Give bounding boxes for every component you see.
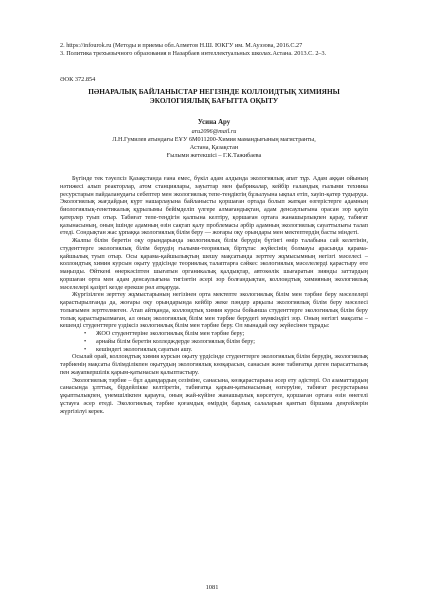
body-paragraph: Жүргізілген зерттеу жұмыстарының негізінен орта мектепте экологиялық білім мен тәрбие беру мәселелері қарастырылғанда да, жоғары оқу орындарында кейбір жеке пәндер арқылы экологиялық білім беру мәселесі толығымен зерттелмеген. Атап айтқанда, коллоидтық химия курсы бойынша студенттерге экологиялық білім беру толық қарастырылмаған, ал оның экологиялық білім мен тәрбие берудегі мүмкіндігі зор. Оның негізгі мақсаты – кешенді студенттерге үздіксіз экологиялық білім мен тәрбие беру. Ол мынадай оқу жүйесінен тұрады: [60, 291, 368, 330]
article-title [60, 87, 368, 105]
body-paragraph: Осылай орай, коллоидтық химия курсын оқыту үрдісінде студенттерге экологиялық білім берудің, экологиялық тәрбиенің мақсаты білімділікпен оқытудың экологиялық көзқарасын, санасын және табиғатқа деген парасаттылық пен жауапкершілік қарым-қатынасын қалыптастыру. [60, 353, 368, 376]
list-item: • ЖОО студенттеріне экологиялық білім мен тәрбие беру; [96, 330, 368, 338]
bullet-list [60, 330, 368, 353]
body-paragraph: Экологиялық тәрбие – бұл адамдардың сезіміне, санасына, көзқарастарына әсер ету әдістері. Ол азаматтардың санасында ұлттық, бірдейлікке келтіретін, табиғатқа қарым-қатынасының өзгеруіне, табиғат ресурстарына ұқыптылықпен, үнемшілікпен қарауға, оның жай-күйіне жанашырлық көрсетуге, қоршаған ортаға өзін өнегелі ұстауға әсер етеді. Экологиялық тәрбие қоғамдық өмірдің барлық салаларын қамтып біршама деңгейлерін жүргізілуі керек. [60, 376, 368, 415]
affiliation-line: Ғылыми жетекшісі – Г.К.Тажибаева [166, 152, 262, 159]
page-number: 1081 [205, 584, 219, 591]
list-item: • арнайы білім беретін колледждерде экологиялық білім беру; [96, 338, 368, 346]
author-email: aru2096@mail.ru [191, 128, 237, 135]
author-affiliation [60, 136, 368, 160]
title-line: ПӘНАРАЛЫҚ БАЙЛАНЫСТАР НЕГІЗІНДЕ КОЛЛОИДТЫҚ ХИМИЯНЫ [88, 87, 340, 96]
reference-list [60, 42, 368, 58]
affiliation-line: Л.Н.Гумилев атындағы ЕҰУ 6М011200-Химия мамандығының магистранты, [112, 136, 316, 143]
title-line: ЭКОЛОГИЯЛЫҚ БАҒЫТТА ОҚЫТУ [149, 96, 279, 105]
body-paragraph: Жалпы білім беретін оқу орындарында экологиялық білім берудің бүгінгі өмір талабына сай келетінін, студенттерге экологиялық білім берудің ғылыми-теориялық біртұтас жүйесінің болмауы арасында қарама-қайшылық туып отыр. Осы қарама-қайшылықтың шешу мақсатында зерттеу жұмысымның негізгі мәселесі – коллоидтық химия курсын оқыту үрдісінде теориялық талаптарға сәйкес экологиялық мәселелерді қарастыру өте маңызды. Өйткені өнеркәсіптен шығатын органикалық қалдықтар, автокөлік шығаратын зиянды заттардың қоршаған орта мен адам денсаулығына тигізетін әсері зор болғандықтан, коллоидтық химияның экологиялық мәселелері қазіргі кезде ерекше рөл атқаруда. [60, 237, 368, 291]
udk-code: ӘОК 372.854 [60, 76, 96, 83]
author-name: Усина Ару [197, 119, 231, 126]
article-body [60, 175, 368, 415]
affiliation-line: Астана, Қазақстан [189, 144, 239, 151]
list-item: • кешіндегі экологиялық сауатын ашу. [96, 346, 368, 354]
reference-item: 3. Политика трехъязычного образования в Назарбаев интеллектуальных школах.Астана. 2013.С. 2–3. [60, 50, 327, 57]
body-paragraph: Бүгінде тек тәуелсіз Қазақстанда ғана емес, бүкіл адам алдында экологиялық апат тұр. Адам аққан ойының нәтижесі алып реакторлар, атом станциялары, зауыттар мен фабрикалар, кейбір ғаламдық ғылыми техника ресурстарын пайдаланудағы себептер мен экологиялық тепе-теңдіктің бұзылуына ықпал етіп, хауіп-қатер тудыруда. Экологиялық жағдайдың күрт нашарлауына байланысты қоршаған ортада болып жатқан өзгерістерге адамның биологиялық-генетикалық құрылымы бейімделіп үлгере алмағандықтан, адам денсаулығына орасан зор қауіп қатерлер туып отыр. Табиғат тепе-теңдігін қалпына келтіру, қоршаған ортаға жанашырлықпен қарау, табиғат қазынасының, оның ішінде адамның өзін сақтап қалу проблемасы әрбір адамның экологиялық сауаттылығы талап етеді. Сондықтан жас ұрпаққа экологиялық білім беру — жоғары оқу орындары мен мектептердің басты міндеті. [60, 175, 368, 237]
reference-item: 2. https://infourok.ru (Методы и приемы обл.Алметов Н.Ш. ЮКГУ им. М.Ауэзова, 2016.С.27 [60, 42, 303, 49]
